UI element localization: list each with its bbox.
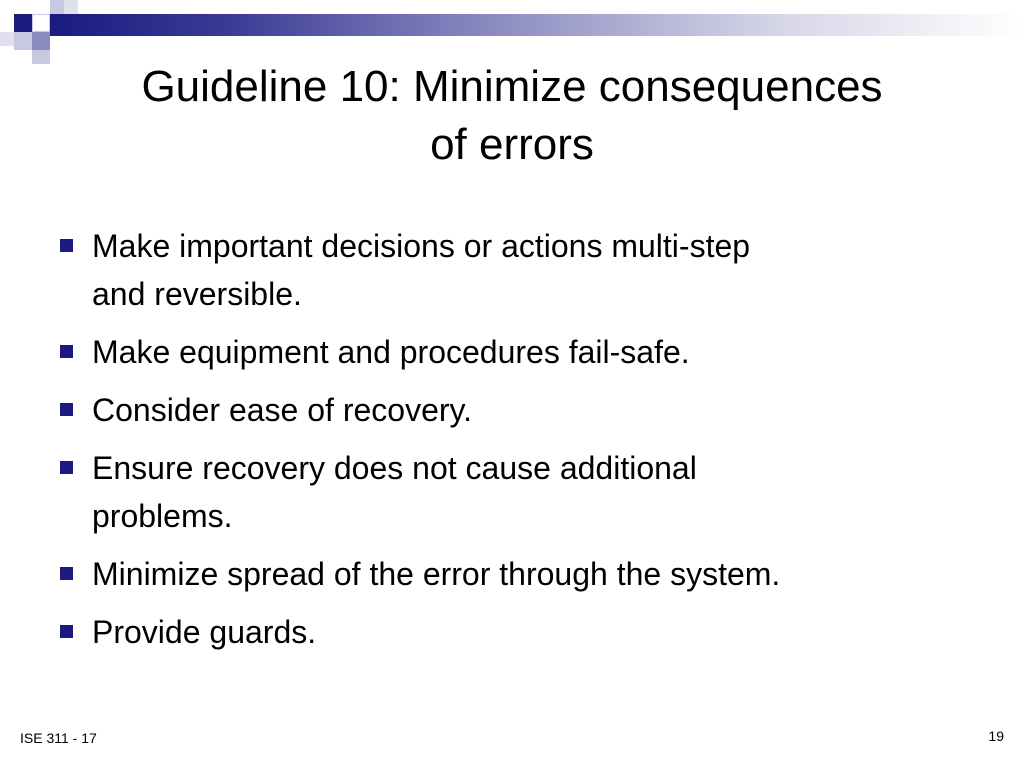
slide-title-line: Guideline 10: Minimize consequences bbox=[141, 62, 883, 111]
bullet-text: Ensure recovery does not cause additional bbox=[92, 450, 697, 486]
bullet-list bbox=[56, 222, 976, 666]
header-decoration-square bbox=[32, 32, 50, 50]
slide-title-line: of errors bbox=[430, 120, 594, 169]
header-decoration-square bbox=[14, 32, 32, 50]
bullet-item bbox=[56, 444, 976, 540]
bullet-item bbox=[56, 222, 976, 318]
square-bullet-icon bbox=[60, 345, 73, 358]
header-decoration-square bbox=[64, 0, 78, 14]
footer-course-label: ISE 311 - 17 bbox=[20, 730, 97, 746]
square-bullet-icon bbox=[60, 625, 73, 638]
bullet-text: Make important decisions or actions multi-step bbox=[92, 228, 751, 264]
bullet-text: problems. bbox=[92, 498, 233, 534]
header-decoration-square bbox=[32, 14, 50, 32]
bullet-text: Minimize spread of the error through the system. bbox=[92, 556, 781, 592]
header-decoration-band bbox=[50, 14, 1024, 36]
bullet-text: and reversible. bbox=[92, 276, 302, 312]
header-decoration-square bbox=[0, 32, 14, 46]
header-decoration-square bbox=[14, 14, 32, 32]
bullet-item bbox=[56, 328, 976, 376]
header-decoration-square bbox=[50, 0, 64, 14]
bullet-text: Consider ease of recovery. bbox=[92, 392, 473, 428]
square-bullet-icon bbox=[60, 239, 73, 252]
bullet-item bbox=[56, 608, 976, 656]
bullet-item bbox=[56, 386, 976, 434]
bullet-text: Provide guards. bbox=[92, 614, 317, 650]
slide-title bbox=[40, 58, 984, 174]
bullet-text: Make equipment and procedures fail-safe. bbox=[92, 334, 690, 370]
square-bullet-icon bbox=[60, 567, 73, 580]
page-number: 19 bbox=[988, 728, 1004, 744]
bullet-item bbox=[56, 550, 976, 598]
square-bullet-icon bbox=[60, 403, 73, 416]
square-bullet-icon bbox=[60, 461, 73, 474]
